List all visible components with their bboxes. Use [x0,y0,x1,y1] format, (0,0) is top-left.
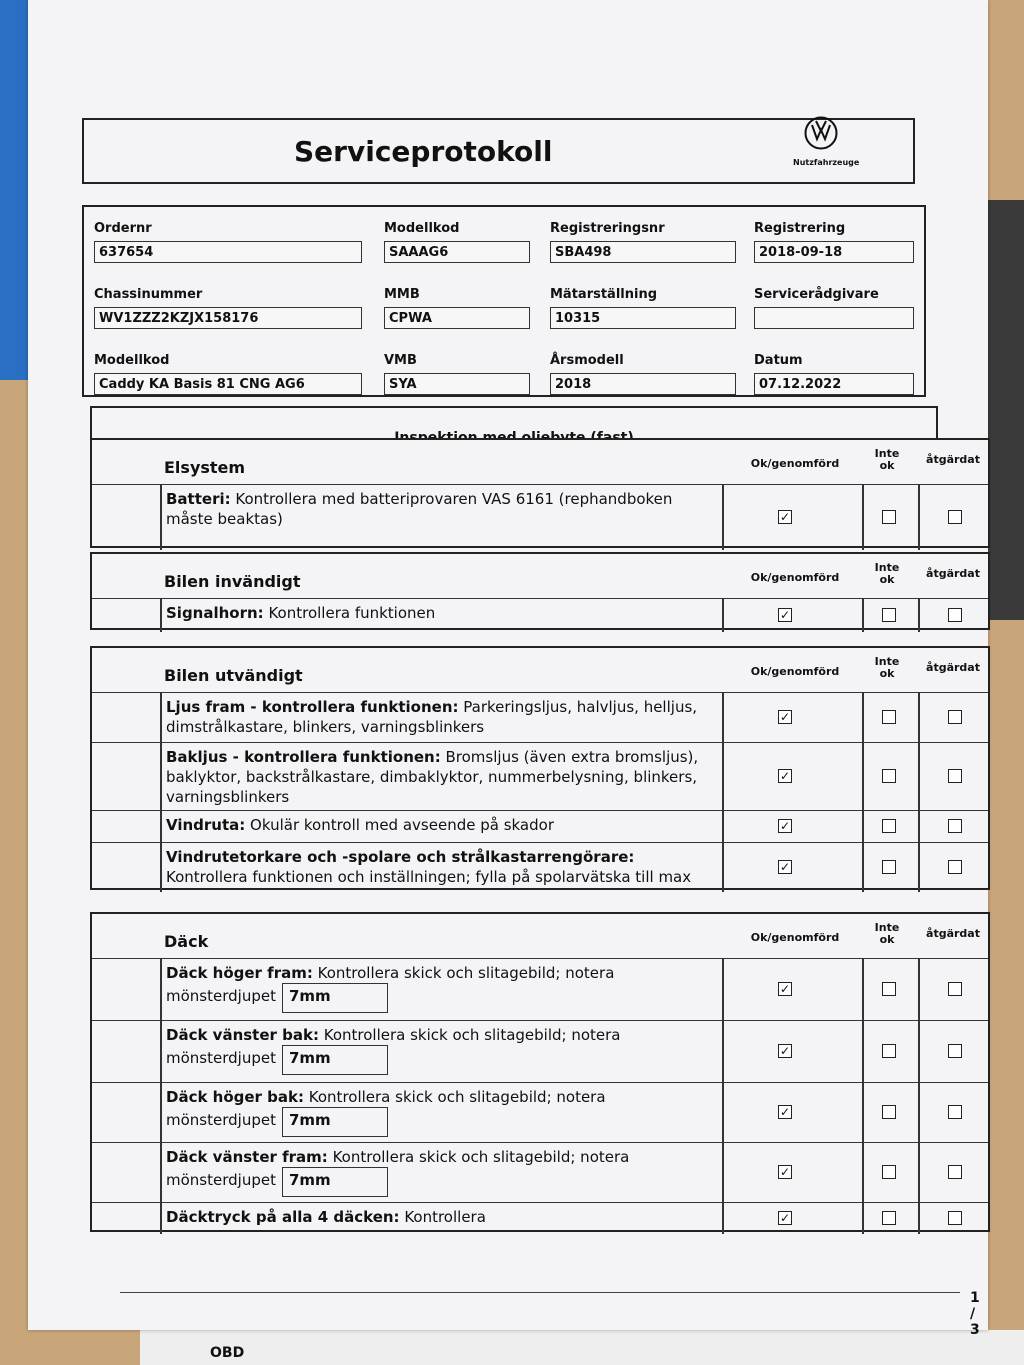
row-item-name: Däck höger bak: [166,1088,305,1106]
fixed-checkbox[interactable] [948,710,962,724]
column-divider [160,485,162,550]
checklist-row [92,692,988,742]
column-divider [862,599,864,632]
info-label: Modellkod [384,221,460,236]
not-ok-checkbox[interactable] [882,510,896,524]
column-divider [160,599,162,632]
column-header: ok [879,573,895,586]
row-item-instruction: Kontrollera skick och slitagebild; notera mönsterdjupet [166,1088,606,1129]
info-label: Årsmodell [550,353,624,368]
checklist-row [92,598,988,632]
row-description [166,847,712,887]
column-divider [722,1083,724,1142]
info-value-field[interactable]: 2018-09-18 [754,241,914,263]
ok-checkbox[interactable]: ✓ [779,1211,791,1225]
tread-depth-field[interactable]: 7mm [282,1167,388,1197]
row-description [166,1207,712,1227]
column-header: Ok/genomförd [750,457,840,470]
checklist-row [92,1202,988,1234]
checklist-row [92,842,988,892]
info-label: VMB [384,353,417,368]
tread-depth-field[interactable]: 7mm [282,983,388,1013]
checklist-section [90,552,990,630]
ok-checkbox[interactable]: ✓ [779,769,791,783]
info-label: Ordernr [94,221,152,236]
not-ok-checkbox[interactable] [882,710,896,724]
row-item-instruction: Bromsljus (även extra bromsljus), baklyktor, backstrålkastare, dimbaklyktor, nummerbelysning, blinkers, varningsblinkers [166,748,699,806]
column-divider [722,811,724,842]
row-item-name: Batteri: [166,490,231,508]
ok-checkbox[interactable]: ✓ [779,1044,791,1058]
section-title: Bilen invändigt [164,572,301,591]
column-header: Inte [874,447,900,460]
row-item-instruction: Kontrollera skick och slitagebild; notera mönsterdjupet [166,1148,630,1189]
fixed-checkbox[interactable] [948,1211,962,1225]
checklist-row [92,958,988,1020]
column-divider [918,743,920,810]
row-description [166,489,712,529]
column-divider [722,1203,724,1234]
fixed-checkbox[interactable] [948,1105,962,1119]
column-divider [918,693,920,742]
checklist-section [90,646,990,890]
column-header: Inte [874,655,900,668]
fixed-checkbox[interactable] [948,1165,962,1179]
column-divider [722,485,724,550]
row-item-name: Vindruta: [166,816,246,834]
info-label: Datum [754,353,803,368]
checklist-row [92,810,988,842]
checklist-section [90,438,990,548]
info-value-field[interactable]: 07.12.2022 [754,373,914,395]
column-divider [862,959,864,1020]
row-item-instruction: Kontrollera med batteriprovaren VAS 6161 (rephandboken måste beaktas) [166,490,673,528]
row-description [166,603,712,623]
column-divider [722,599,724,632]
info-value-field[interactable]: WV1ZZZ2KZJX158176 [94,307,362,329]
column-divider [918,1083,920,1142]
column-divider [722,743,724,810]
ok-checkbox[interactable]: ✓ [779,819,791,833]
tread-depth-field[interactable]: 7mm [282,1107,388,1137]
vehicle-info-box [82,205,926,397]
row-item-name: Däck höger fram: [166,964,313,982]
column-divider [918,1143,920,1202]
footer-divider [120,1292,960,1293]
row-item-name: Däck vänster fram: [166,1148,328,1166]
fixed-checkbox[interactable] [948,608,962,622]
column-divider [918,599,920,632]
column-header: Ok/genomförd [750,665,840,678]
column-header: ok [879,667,895,680]
vw-logo-icon [804,116,838,150]
not-ok-checkbox[interactable] [882,1105,896,1119]
column-divider [862,1083,864,1142]
column-divider [918,959,920,1020]
column-divider [160,743,162,810]
brand-subtitle: Nutzfahrzeuge [793,158,860,167]
column-divider [862,1203,864,1234]
ok-checkbox[interactable]: ✓ [779,982,791,996]
column-divider [160,1143,162,1202]
row-description [166,1147,712,1197]
info-value-field[interactable]: SYA [384,373,530,395]
ok-checkbox[interactable]: ✓ [779,710,791,724]
checklist-row [92,742,988,810]
row-description [166,697,712,737]
service-protocol-page [28,0,988,1338]
row-item-instruction: Kontrollera skick och slitagebild; notera mönsterdjupet [166,1026,621,1067]
fixed-checkbox[interactable] [948,860,962,874]
column-divider [862,1021,864,1082]
ok-checkbox[interactable]: ✓ [779,1165,791,1179]
column-divider [160,843,162,892]
column-divider [918,843,920,892]
info-label: Registreringsnr [550,221,665,236]
row-description [166,1087,712,1137]
column-divider [862,485,864,550]
fixed-checkbox[interactable] [948,769,962,783]
info-label: Mätarställning [550,287,658,302]
row-description [166,747,712,807]
info-value-field[interactable]: SBA498 [550,241,736,263]
row-description [166,815,712,835]
column-header: Ok/genomförd [750,931,840,944]
row-item-instruction: Kontrollera funktionen [263,604,436,622]
column-divider [160,959,162,1020]
row-item-name: Däcktryck på alla 4 däcken: [166,1208,400,1226]
column-header: åtgärdat [926,453,980,466]
fixed-checkbox[interactable] [948,510,962,524]
column-divider [722,1143,724,1202]
info-label: Registrering [754,221,846,236]
column-divider [918,811,920,842]
ok-checkbox[interactable]: ✓ [779,510,791,524]
column-divider [862,743,864,810]
ok-checkbox[interactable]: ✓ [779,860,791,874]
info-label: Servicerådgivare [754,287,879,302]
info-value-field[interactable]: 10315 [550,307,736,329]
not-ok-checkbox[interactable] [882,1165,896,1179]
column-divider [722,959,724,1020]
section-title: Däck [164,932,209,951]
checklist-row [92,484,988,550]
info-value-field[interactable]: 2018 [550,373,736,395]
column-header: ok [879,459,895,472]
row-item-instruction: Kontrollera [399,1208,486,1226]
row-item-name: Bakljus - kontrollera funktionen: [166,748,441,766]
info-label: Chassinummer [94,287,203,302]
tread-depth-field[interactable]: 7mm [282,1045,388,1075]
column-header: åtgärdat [926,927,980,940]
row-item-name: Signalhorn: [166,604,264,622]
column-divider [160,1021,162,1082]
under-sheet [140,1330,1024,1365]
page-title: Serviceprotokoll [294,135,553,168]
column-header: åtgärdat [926,567,980,580]
column-divider [862,1143,864,1202]
column-header: Inte [874,561,900,574]
section-title: Bilen utvändigt [164,666,303,685]
column-header: ok [879,933,895,946]
column-divider [862,843,864,892]
checklist-section [90,912,990,1232]
fixed-checkbox[interactable] [948,1044,962,1058]
row-item-name: Däck vänster bak: [166,1026,319,1044]
info-label: MMB [384,287,420,302]
page-number: 1 / 3 [970,1290,980,1338]
column-divider [160,693,162,742]
column-divider [918,1021,920,1082]
column-divider [160,1083,162,1142]
row-item-name: Vindrutetorkare och -spolare och strålkastarrengörare: [166,848,635,866]
column-divider [918,1203,920,1234]
row-item-instruction: Kontrollera skick och slitagebild; notera mönsterdjupet [166,964,615,1005]
info-value-field[interactable] [754,307,914,329]
row-item-name: Ljus fram - kontrollera funktionen: [166,698,459,716]
checklist-row [92,1142,988,1202]
info-value-field[interactable]: 637654 [94,241,362,263]
column-divider [918,485,920,550]
not-ok-checkbox[interactable] [882,860,896,874]
row-item-instruction: Parkeringsljus, halvljus, helljus, dimstrålkastare, blinkers, varningsblinkers [166,698,698,736]
column-header: åtgärdat [926,661,980,674]
info-label: Modellkod [94,353,170,368]
section-title: Elsystem [164,458,246,477]
title-box [82,118,915,184]
column-header: Inte [874,921,900,934]
ok-checkbox[interactable]: ✓ [779,608,791,622]
column-divider [862,811,864,842]
under-sheet-text: OBD [210,1345,245,1361]
column-divider [722,1021,724,1082]
row-description [166,1025,712,1075]
column-header: Ok/genomförd [750,571,840,584]
not-ok-checkbox[interactable] [882,1044,896,1058]
not-ok-checkbox[interactable] [882,1211,896,1225]
not-ok-checkbox[interactable] [882,769,896,783]
row-description [166,963,712,1013]
checklist-row [92,1020,988,1082]
fixed-checkbox[interactable] [948,982,962,996]
not-ok-checkbox[interactable] [882,982,896,996]
column-divider [722,693,724,742]
ok-checkbox[interactable]: ✓ [779,1105,791,1119]
info-value-field[interactable]: CPWA [384,307,530,329]
row-item-instruction: Kontrollera funktionen och inställningen; fylla på spolarvätska till max [166,868,692,886]
column-divider [160,811,162,842]
not-ok-checkbox[interactable] [882,608,896,622]
info-value-field[interactable]: Caddy KA Basis 81 CNG AG6 [94,373,362,395]
column-divider [862,693,864,742]
column-divider [722,843,724,892]
not-ok-checkbox[interactable] [882,819,896,833]
row-item-instruction: Okulär kontroll med avseende på skador [245,816,554,834]
column-divider [160,1203,162,1234]
info-value-field[interactable]: SAAAG6 [384,241,530,263]
fixed-checkbox[interactable] [948,819,962,833]
checklist-row [92,1082,988,1142]
